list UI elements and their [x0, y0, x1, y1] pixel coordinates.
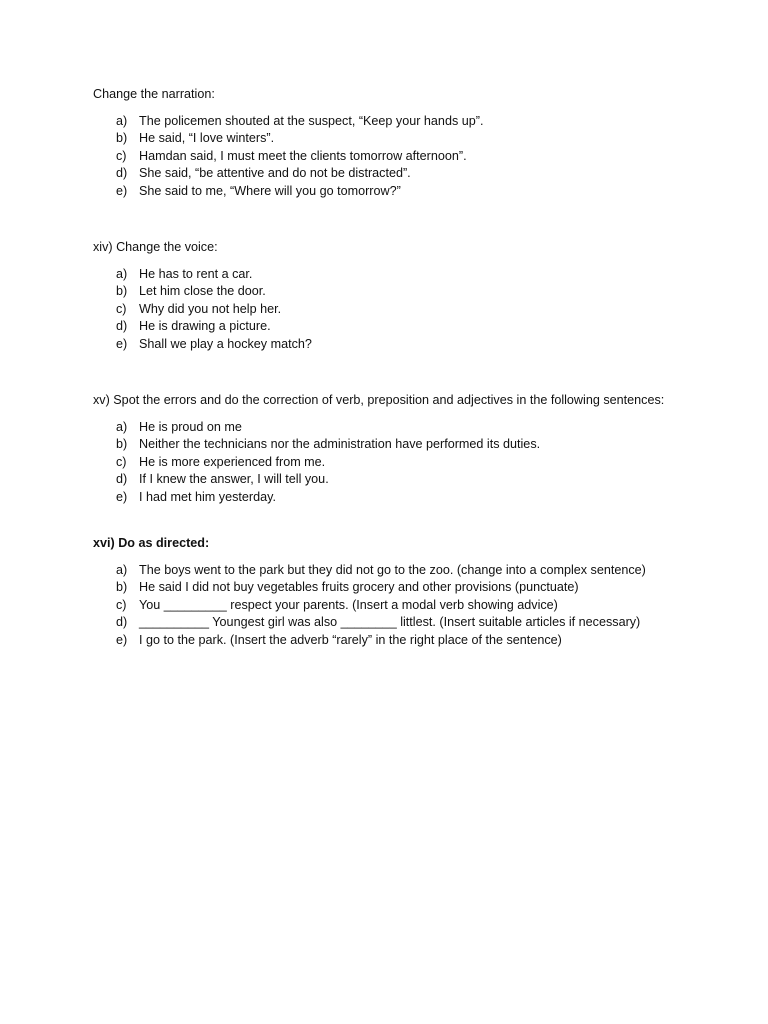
item-marker: e) — [116, 632, 128, 647]
list-item — [93, 454, 683, 472]
item-text: I had met him yesterday. — [139, 489, 276, 504]
list-item — [93, 266, 683, 284]
item-text: The boys went to the park but they did not go to the zoo. (change into a complex sentence) — [139, 562, 646, 577]
list-item — [93, 148, 683, 166]
item-marker: d) — [116, 615, 128, 630]
item-marker: a) — [116, 266, 128, 281]
item-text: He is proud on me — [139, 419, 242, 434]
item-text: He said, “I love winters”. — [139, 131, 275, 146]
item-text: __________ Youngest girl was also ________ littlest. (Insert suitable articles if necessary) — [139, 615, 641, 630]
list-item — [93, 301, 683, 319]
question-list — [93, 266, 683, 354]
item-marker: c) — [116, 301, 127, 316]
list-item — [93, 113, 683, 131]
item-marker: c) — [116, 454, 127, 469]
list-item — [93, 283, 683, 301]
item-marker: b) — [116, 580, 128, 595]
item-text: If I knew the answer, I will tell you. — [139, 472, 329, 487]
item-marker: b) — [116, 437, 128, 452]
item-text: She said, “be attentive and do not be distracted”. — [139, 166, 411, 181]
list-item — [93, 419, 683, 437]
section-heading: xv) Spot the errors and do the correction of verb, preposition and adjectives in the following sentences: — [93, 393, 665, 407]
item-text: Neither the technicians nor the administration have performed its duties. — [139, 437, 541, 452]
list-item — [93, 471, 683, 489]
item-text: Let him close the door. — [139, 284, 266, 299]
item-text: I go to the park. (Insert the adverb “rarely” in the right place of the sentence) — [139, 632, 562, 647]
item-text: He said I did not buy vegetables fruits grocery and other provisions (punctuate) — [139, 580, 579, 595]
item-marker: e) — [116, 336, 128, 351]
question-list — [93, 419, 683, 507]
item-marker: d) — [116, 472, 128, 487]
item-marker: c) — [116, 597, 127, 612]
list-item — [93, 436, 683, 454]
item-marker: d) — [116, 166, 128, 181]
item-text: Hamdan said, I must meet the clients tomorrow afternoon”. — [139, 148, 467, 163]
section-heading: xvi) Do as directed: — [93, 536, 210, 550]
item-text: He is more experienced from me. — [139, 454, 326, 469]
item-text: He has to rent a car. — [139, 266, 253, 281]
item-marker: a) — [116, 562, 128, 577]
item-text: You _________ respect your parents. (Insert a modal verb showing advice) — [139, 597, 558, 612]
item-marker: d) — [116, 319, 128, 334]
list-item — [93, 579, 683, 597]
list-item — [93, 632, 683, 650]
item-marker: a) — [116, 419, 128, 434]
item-marker: e) — [116, 183, 128, 198]
item-marker: b) — [116, 131, 128, 146]
list-item — [93, 562, 683, 580]
item-marker: b) — [116, 284, 128, 299]
list-item — [93, 614, 683, 632]
section-heading: xiv) Change the voice: — [93, 240, 218, 254]
section-change-narration — [93, 86, 683, 200]
list-item — [93, 318, 683, 336]
item-marker: e) — [116, 489, 128, 504]
list-item — [93, 130, 683, 148]
item-marker: a) — [116, 113, 128, 128]
section-spot-errors — [93, 392, 683, 506]
question-list — [93, 113, 683, 201]
item-text: Shall we play a hockey match? — [139, 336, 312, 351]
list-item — [93, 336, 683, 354]
item-marker: c) — [116, 148, 127, 163]
list-item — [93, 165, 683, 183]
item-text: Why did you not help her. — [139, 301, 282, 316]
item-text: She said to me, “Where will you go tomorrow?” — [139, 183, 401, 198]
item-text: The policemen shouted at the suspect, “Keep your hands up”. — [139, 113, 484, 128]
list-item — [93, 183, 683, 201]
section-change-voice — [93, 239, 683, 353]
question-list — [93, 562, 683, 650]
list-item — [93, 597, 683, 615]
section-do-as-directed — [93, 535, 683, 649]
item-text: He is drawing a picture. — [139, 319, 271, 334]
list-item — [93, 489, 683, 507]
section-heading: Change the narration: — [93, 87, 215, 101]
